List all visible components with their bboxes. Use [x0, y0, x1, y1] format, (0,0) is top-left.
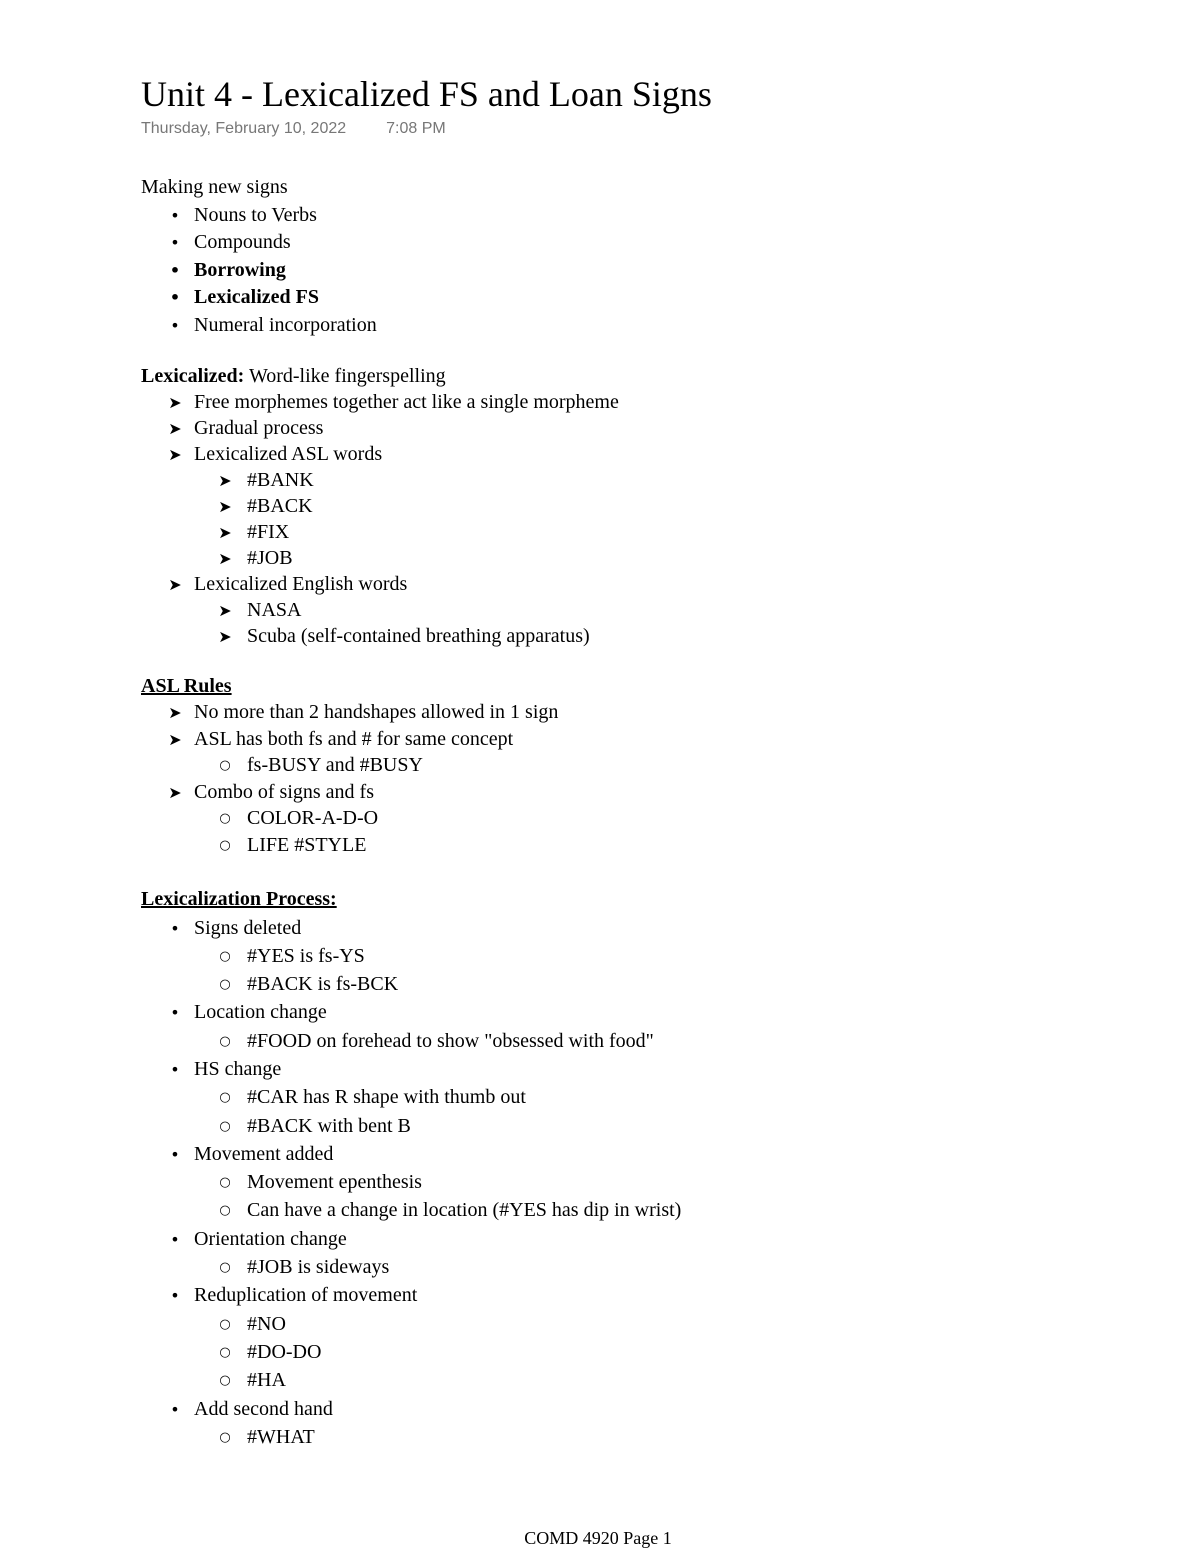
arrow-bullet-icon — [166, 726, 184, 754]
list-item: ○ LIFE #STYLE — [141, 832, 1141, 859]
list-item: • Orientation change — [141, 1225, 1141, 1253]
bullet-icon — [166, 1281, 184, 1310]
list-item: ○ #BACK with bent B — [141, 1112, 1141, 1140]
arrow-bullet-icon — [216, 467, 234, 494]
list-item: • Compounds — [141, 229, 1141, 257]
making-new-signs-section — [141, 174, 1141, 339]
bullet-icon — [166, 312, 184, 340]
list-item: ○ #JOB is sideways — [141, 1253, 1141, 1281]
circle-bullet-icon — [216, 1423, 234, 1454]
list-item: ➤ #BANK — [141, 467, 1141, 493]
page-title: Unit 4 - Lexicalized FS and Loan Signs — [141, 74, 712, 114]
arrow-bullet-icon — [216, 545, 234, 572]
list-item: ○ #BACK is fs-BCK — [141, 970, 1141, 998]
list-item: ○ #CAR has R shape with thumb out — [141, 1083, 1141, 1111]
list-item: • Lexicalized FS — [141, 284, 1141, 312]
bullet-icon — [166, 257, 184, 285]
lexicalized-section — [141, 363, 1141, 649]
bullet-icon — [166, 1225, 184, 1254]
list-item: ➤ ASL has both fs and # for same concept — [141, 726, 1141, 753]
list-item: ➤ #JOB — [141, 545, 1141, 571]
list-item: • Borrowing — [141, 257, 1141, 285]
circle-bullet-icon — [216, 970, 234, 1001]
bullet-icon — [166, 998, 184, 1027]
list-item: • Location change — [141, 998, 1141, 1026]
circle-bullet-icon — [216, 805, 234, 835]
list-item: • Numeral incorporation — [141, 312, 1141, 340]
arrow-bullet-icon — [216, 519, 234, 546]
page-date: Thursday, February 10, 2022 — [141, 120, 347, 137]
circle-bullet-icon — [216, 752, 234, 782]
note-page — [141, 70, 1141, 1451]
list-item: ➤ Combo of signs and fs — [141, 779, 1141, 806]
bullet-icon — [166, 1140, 184, 1169]
list-item: ○ Movement epenthesis — [141, 1168, 1141, 1196]
list-item: ○ #FOOD on forehead to show "obsessed with food" — [141, 1027, 1141, 1055]
arrow-bullet-icon — [166, 389, 184, 416]
list-item: ○ COLOR-A-D-O — [141, 805, 1141, 832]
section-heading: Lexicalization Process: — [141, 888, 337, 910]
circle-bullet-icon — [216, 1168, 234, 1199]
bullet-icon — [166, 1055, 184, 1084]
arrow-bullet-icon — [166, 441, 184, 468]
page-footer: COMD 4920 Page 1 — [524, 1528, 672, 1548]
circle-bullet-icon — [216, 1366, 234, 1397]
circle-bullet-icon — [216, 1083, 234, 1114]
circle-bullet-icon — [216, 1338, 234, 1369]
list-item: ➤ NASA — [141, 597, 1141, 623]
asl-rules-section — [141, 673, 1141, 858]
arrow-bullet-icon — [166, 779, 184, 807]
list-item: ○ fs-BUSY and #BUSY — [141, 752, 1141, 779]
list-item: ○ #DO-DO — [141, 1338, 1141, 1366]
page-time: 7:08 PM — [386, 120, 446, 137]
lexicalization-process-section — [141, 886, 1141, 1451]
arrow-bullet-icon — [166, 571, 184, 598]
list-item: ➤ Gradual process — [141, 415, 1141, 441]
list-item: ➤ #BACK — [141, 493, 1141, 519]
list-item: ➤ #FIX — [141, 519, 1141, 545]
list-item: ○ #WHAT — [141, 1423, 1141, 1451]
circle-bullet-icon — [216, 1027, 234, 1058]
section-heading: Making new signs — [141, 176, 288, 198]
circle-bullet-icon — [216, 1196, 234, 1227]
bullet-icon — [166, 229, 184, 257]
list-item: ➤ Free morphemes together act like a single morpheme — [141, 389, 1141, 415]
circle-bullet-icon — [216, 1253, 234, 1284]
arrow-bullet-icon — [216, 623, 234, 650]
circle-bullet-icon — [216, 942, 234, 973]
list-item: ○ #HA — [141, 1366, 1141, 1394]
list-item: ○ Can have a change in location (#YES has dip in wrist) — [141, 1196, 1141, 1224]
list-item: ➤ Lexicalized ASL words — [141, 441, 1141, 467]
list-item: • Reduplication of movement — [141, 1281, 1141, 1309]
list-item: • HS change — [141, 1055, 1141, 1083]
arrow-bullet-icon — [166, 699, 184, 727]
bullet-icon — [166, 1395, 184, 1424]
circle-bullet-icon — [216, 1310, 234, 1341]
circle-bullet-icon — [216, 832, 234, 862]
bullet-icon — [166, 914, 184, 943]
list-item: • Add second hand — [141, 1395, 1141, 1423]
list-item: • Signs deleted — [141, 914, 1141, 942]
list-item: ○ #NO — [141, 1310, 1141, 1338]
arrow-bullet-icon — [216, 597, 234, 624]
list-item: ➤ Scuba (self-contained breathing apparatus) — [141, 623, 1141, 649]
bullet-icon — [166, 284, 184, 312]
page-timestamp — [141, 120, 1141, 142]
list-item: • Nouns to Verbs — [141, 202, 1141, 230]
list-item: ○ #YES is fs-YS — [141, 942, 1141, 970]
list-item: ➤ No more than 2 handshapes allowed in 1 sign — [141, 699, 1141, 726]
circle-bullet-icon — [216, 1112, 234, 1143]
arrow-bullet-icon — [216, 493, 234, 520]
arrow-bullet-icon — [166, 415, 184, 442]
list-item: ➤ Lexicalized English words — [141, 571, 1141, 597]
section-heading: ASL Rules — [141, 675, 232, 697]
list-item: • Movement added — [141, 1140, 1141, 1168]
bullet-icon — [166, 202, 184, 230]
section-heading: Lexicalized: Word-like fingerspelling — [141, 365, 446, 387]
